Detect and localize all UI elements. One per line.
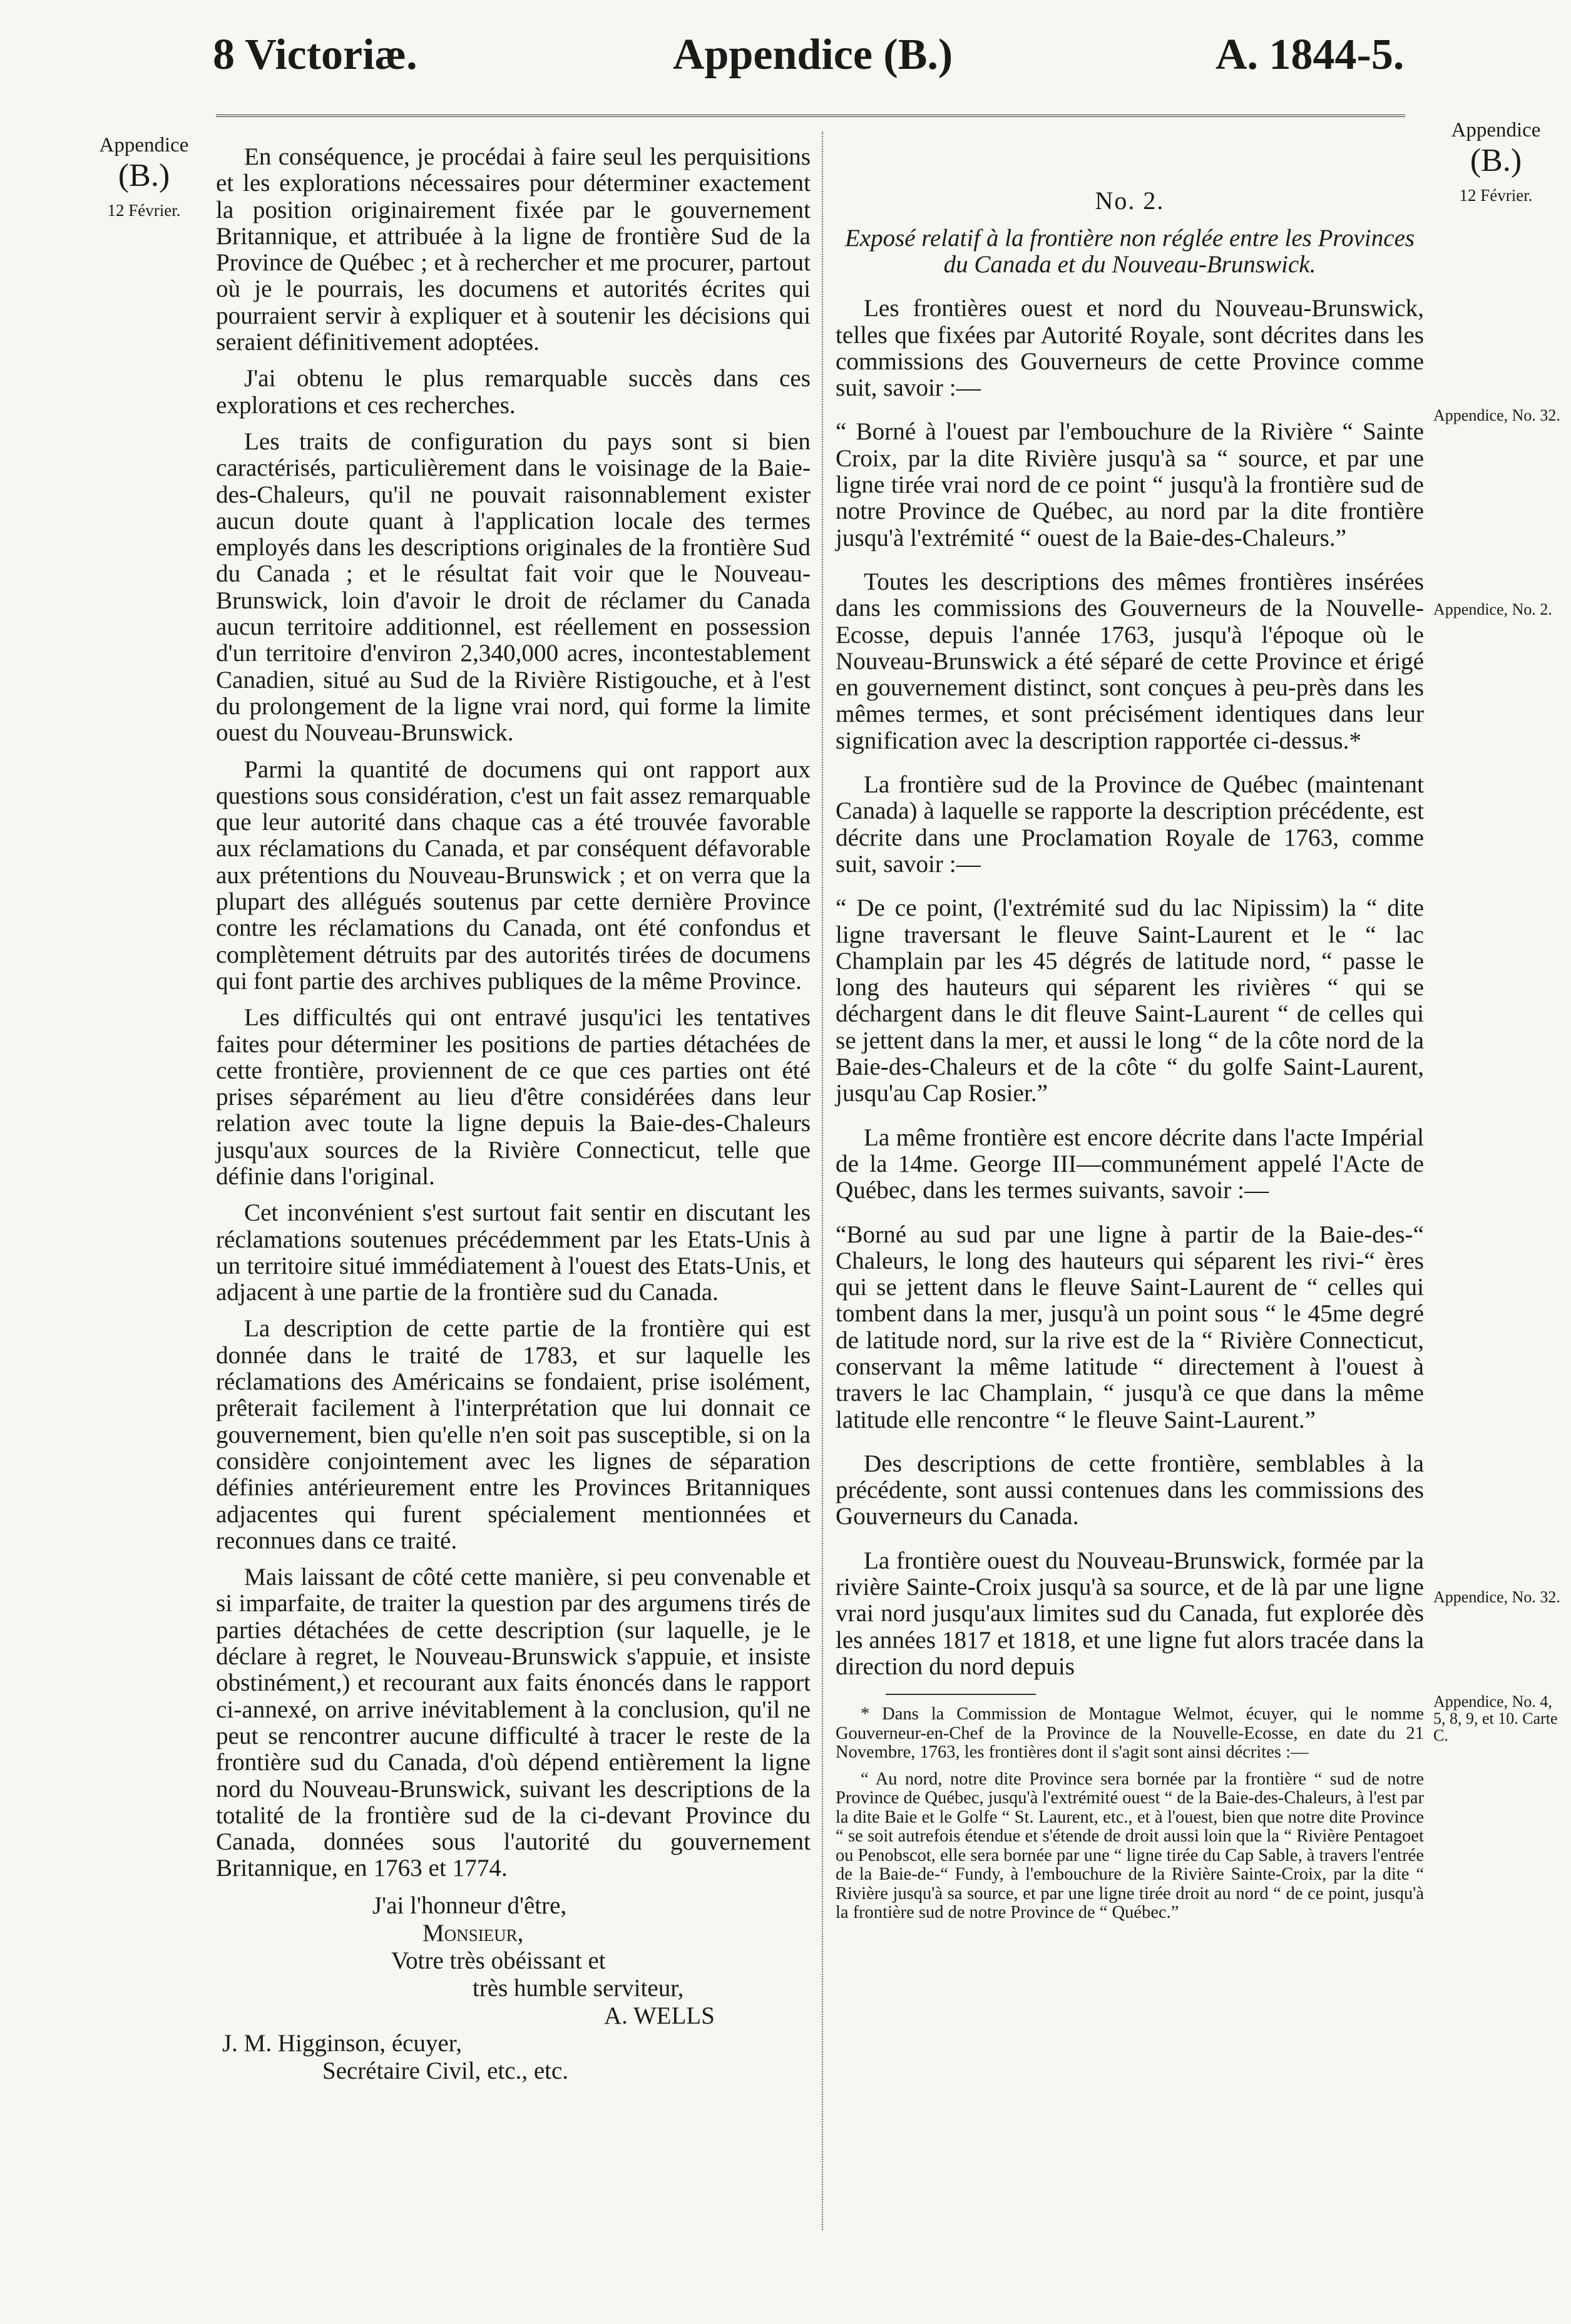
right-paragraph-5: Des descriptions de cette frontière, semblables à la précédente, sont aussi contenues dans les commissions des Gouverneurs du Canada.: [836, 1450, 1424, 1530]
right-column: [836, 188, 1424, 1930]
left-paragraph-6: Cet inconvénient s'est surtout fait sentir en discutant les réclamations soutenues précédemment par les Etats-Unis à un territoire situé immédiatement à l'ouest des Etats-Unis, et adjacent à une partie de la frontière sud du Canada.: [216, 1199, 811, 1306]
margin-right-letter: (B.): [1470, 143, 1522, 178]
right-paragraph-4: La même frontière est encore décrite dans l'acte Impérial de la 14me. George III—communément appelé l'Acte de Québec, dans les termes suivants, savoir :—: [836, 1124, 1424, 1204]
left-paragraph-2: J'ai obtenu le plus remarquable succès dans ces explorations et ces recherches.: [216, 365, 811, 419]
margin-left-note: [81, 133, 207, 223]
margin-left-letter: (B.): [118, 158, 170, 193]
header-right: A. 1844-5.: [1215, 31, 1405, 79]
footnote-paragraph-1: * Dans la Commission de Montague Welmot, écuyer, qui le nomme Gouverneur-en-Chef de la Province de la Nouvelle-Ecosse, en date du 21 Novembre, 1763, les frontières dont il s'agit sont ainsi décrites :—: [836, 1704, 1424, 1763]
right-quote-3: “Borné au sud par une ligne à partir de la Baie-des-“ Chaleurs, le long des hauteurs qui séparent les rivi-“ ères qui se jettent dans le fleuve Saint-Laurent de “ celles qui tombent dans la mer, jusqu'à un point sous “ le 45me degré de latitude nord, sur la rive est de la “ Rivière Connecticut, conservant la même latitude “ directement à l'ouest à travers le lac Champlain, “ jusqu'à ce que dans la même latitude elle rencontre “ le fleuve Saint-Laurent.”: [836, 1221, 1424, 1433]
header-left: 8 Victoriæ.: [213, 31, 417, 79]
left-paragraph-7: La description de cette partie de la frontière qui est donnée dans le traité de 1783, et sur laquelle les réclamations des Américains se fondaient, prise isolément, prêterait facilement à l'interprétation que lui donnait ce gouvernement, bien qu'elle n'en soit pas susceptible, si on la considère conjointement avec les lignes de séparation définies antérieurement entre les Provinces Britanniques adjacentes qui furent spécialement mentionnées et reconnues dans ce traité.: [216, 1315, 811, 1554]
footnote-rule: [886, 1694, 1036, 1695]
right-quote-1: “ Borné à l'ouest par l'embouchure de la Rivière “ Sainte Croix, par la dite Rivière jusqu'à sa “ source, et par une ligne tirée vrai nord de ce point “ jusqu'à la frontière sud de notre Province de Québec, au nord par la dite frontière jusqu'à l'extrémité “ ouest de la Baie-des-Chaleurs.”: [836, 418, 1424, 551]
margin-left-date: 12 Février.: [107, 201, 181, 220]
left-paragraph-1: En conséquence, je procédai à faire seul les perquisitions et les explorations nécessaires pour déterminer exactement la position originairement fixée par le gouvernement Britannique, et attribuée à la ligne de frontière Sud de la Province de Québec ; et à rechercher et me procurer, partout où je le pourrais, les documens et autorités écrites qui pourraient servir à expliquer et à soutenir les décisions qui seraient définitivement adoptées.: [216, 143, 811, 356]
header-center: Appendice (B.): [673, 31, 953, 79]
margin-left-appendice: Appendice: [99, 134, 189, 156]
left-paragraph-4: Parmi la quantité de documens qui ont rapport aux questions sous considération, c'est un fait assez remarquable que leur autorité dans chaque cas a été trouvée favorable aux réclamations du Canada, et par conséquent défavorable aux prétentions du Nouveau-Brunswick ; et on verra que la plupart des allégués soutenus par cette dernière Province contre les réclamations du Canada, ont été confondus et complètement détruits par des autorités tirées de documens qui font partie des archives publiques de la même Province.: [216, 755, 811, 995]
footnote: [836, 1705, 1424, 1923]
right-paragraph-6: La frontière ouest du Nouveau-Brunswick, formée par la rivière Sainte-Croix jusqu'à sa source, et de là par une ligne vrai nord jusqu'aux limites sud du Canada, fut explorée dès les années 1817 et 1818, et une ligne fut alors tracée dans la direction du nord depuis: [836, 1547, 1424, 1680]
right-quote-2: “ De ce point, (l'extrémité sud du lac Nipissim) la “ dite ligne traversant le fleuve Saint-Laurent et le “ lac Champlain par les 45 dégrés de latitude nord, “ passe le long des hauteurs qui séparent les rivières “ qui se déchargent dans le dit fleuve Saint-Laurent “ de celles qui se jettent dans la mer, et aussi le long “ de la côte nord de la Baie-des-Chaleurs et de la côte “ du golfe Saint-Laurent, jusqu'au Cap Rosier.”: [836, 894, 1424, 1107]
closing-line-2: Monsieur,: [422, 1919, 524, 1947]
letter-closing: [216, 1892, 811, 2085]
side-note-4: Appendice, No. 4, 5, 8, 9, et 10. Carte C.: [1433, 1692, 1558, 1744]
side-note-2: Appendice, No. 2.: [1433, 600, 1552, 618]
header-rule: [216, 115, 1405, 117]
closing-line-1: J'ai l'honneur d'être,: [372, 1891, 567, 1919]
margin-right-note: [1433, 118, 1558, 208]
left-paragraph-8: Mais laissant de côté cette manière, si peu convenable et si imparfaite, de traiter la question par des argumens tirés de parties détachées de cette description (sur laquelle, je le déclare à regret, le Nouveau-Brunswick s'appuie, et insiste obstinément,) et recourant aux faits énoncés dans le rapport ci-annexé, on arrive inévitablement à la conclusion, qu'il ne peut se rencontrer aucune difficulté à tracer le reste de la frontière sud du Canada, d'où dépend entièrement la ligne nord du Nouveau-Brunswick, suivant les descriptions de la totalité de la frontière sud de la ci-devant Province du Canada, données sous l'autorité du gouvernement Britannique, en 1763 et 1774.: [216, 1564, 811, 1882]
side-note-3: Appendice, No. 32.: [1433, 1588, 1560, 1606]
margin-right-appendice: Appendice: [1451, 119, 1541, 141]
closing-line-3: Votre très obéissant et: [391, 1947, 606, 1974]
closing-line-4: très humble serviteur,: [473, 1974, 684, 2002]
addressee: J. M. Higginson, écuyer,: [222, 2029, 462, 2057]
section-number: No. 2.: [1095, 187, 1165, 215]
signature: A. WELLS: [604, 2002, 715, 2029]
footnote-paragraph-2: “ Au nord, notre dite Province sera bornée par la frontière “ sud de notre Province de Québec, jusqu'à l'extrémité ouest “ de la Baie-des-Chaleurs, à l'est par la dite Baie et le Golfe “ St. Laurent, etc., et à l'ouest, bien que notre dite Province “ se soit autrefois étendue et s'étende de droit aussi loin que la “ Rivière Pentagoet ou Penobscot, elle sera bornée par une “ ligne tirée du Cap Sable, à travers l'entrée de la Baie-de-“ Fundy, à l'embouchure de la Rivière Sainte-Croix, par la dite “ Rivière jusqu'à sa source, et par une ligne tirée droit au nord “ de ce point, jusqu'à la frontière sud de notre Province de “ Québec.”: [836, 1769, 1424, 1923]
left-paragraph-3: Les traits de configuration du pays sont si bien caractérisés, particulièrement dans le voisinage de la Baie-des-Chaleurs, qu'il ne pouvait raisonnablement exister aucun doute quant à l'application locale des termes employés dans les descriptions originales de la frontière Sud du Canada ; et le résultat fait voir que le Nouveau-Brunswick, loin d'avoir le droit de réclamer du Canada aucun territoire additionnel, est réellement en possession d'un territoire d'environ 2,340,000 acres, incontestablement Canadien, situé au Sud de la Rivière Ristigouche, et à l'est du prolongement de la ligne vrai nord, qui forme la limite ouest du Nouveau-Brunswick.: [216, 427, 811, 747]
side-note-1: Appendice, No. 32.: [1433, 406, 1560, 424]
right-paragraph-1: Les frontières ouest et nord du Nouveau-Brunswick, telles que fixées par Autorité Royale, sont décrites dans les commissions des Gouverneurs de cette Province comme suit, savoir :—: [836, 295, 1424, 402]
right-paragraph-2: Toutes les descriptions des mêmes frontières insérées dans les commissions des Gouverneurs de la Nouvelle-Ecosse, depuis l'année 1763, jusqu'à l'époque où le Nouveau-Brunswick a été séparé de cette Province et érigé en gouvernement distinct, sont conçues à peu-près dans les mêmes termes, et sont précisément identiques dans leur signification avec la description rapportée ci-dessus.*: [836, 568, 1424, 754]
left-paragraph-5: Les difficultés qui ont entravé jusqu'ici les tentatives faites pour déterminer les positions de parties détachées de cette frontière, proviennent de ce que ces parties ont été prises séparément au lieu d'être considérées dans leur relation avec toute la ligne depuis la Baie-des-Chaleurs jusqu'aux sources de la Rivière Connecticut, telle que définie dans l'original.: [216, 1004, 811, 1190]
addressee-title: Secrétaire Civil, etc., etc.: [322, 2057, 569, 2084]
section-title: Exposé relatif à la frontière non réglée entre les Provinces du Canada et du Nouveau-Brunswick.: [844, 225, 1415, 279]
right-paragraph-3: La frontière sud de la Province de Québec (maintenant Canada) à laquelle se rapporte la description précédente, est décrite dans une Proclamation Royale de 1763, comme suit, savoir :—: [836, 771, 1424, 878]
left-column: [216, 144, 811, 2085]
margin-right-date: 12 Février.: [1459, 186, 1533, 205]
column-separator: [822, 131, 823, 2230]
